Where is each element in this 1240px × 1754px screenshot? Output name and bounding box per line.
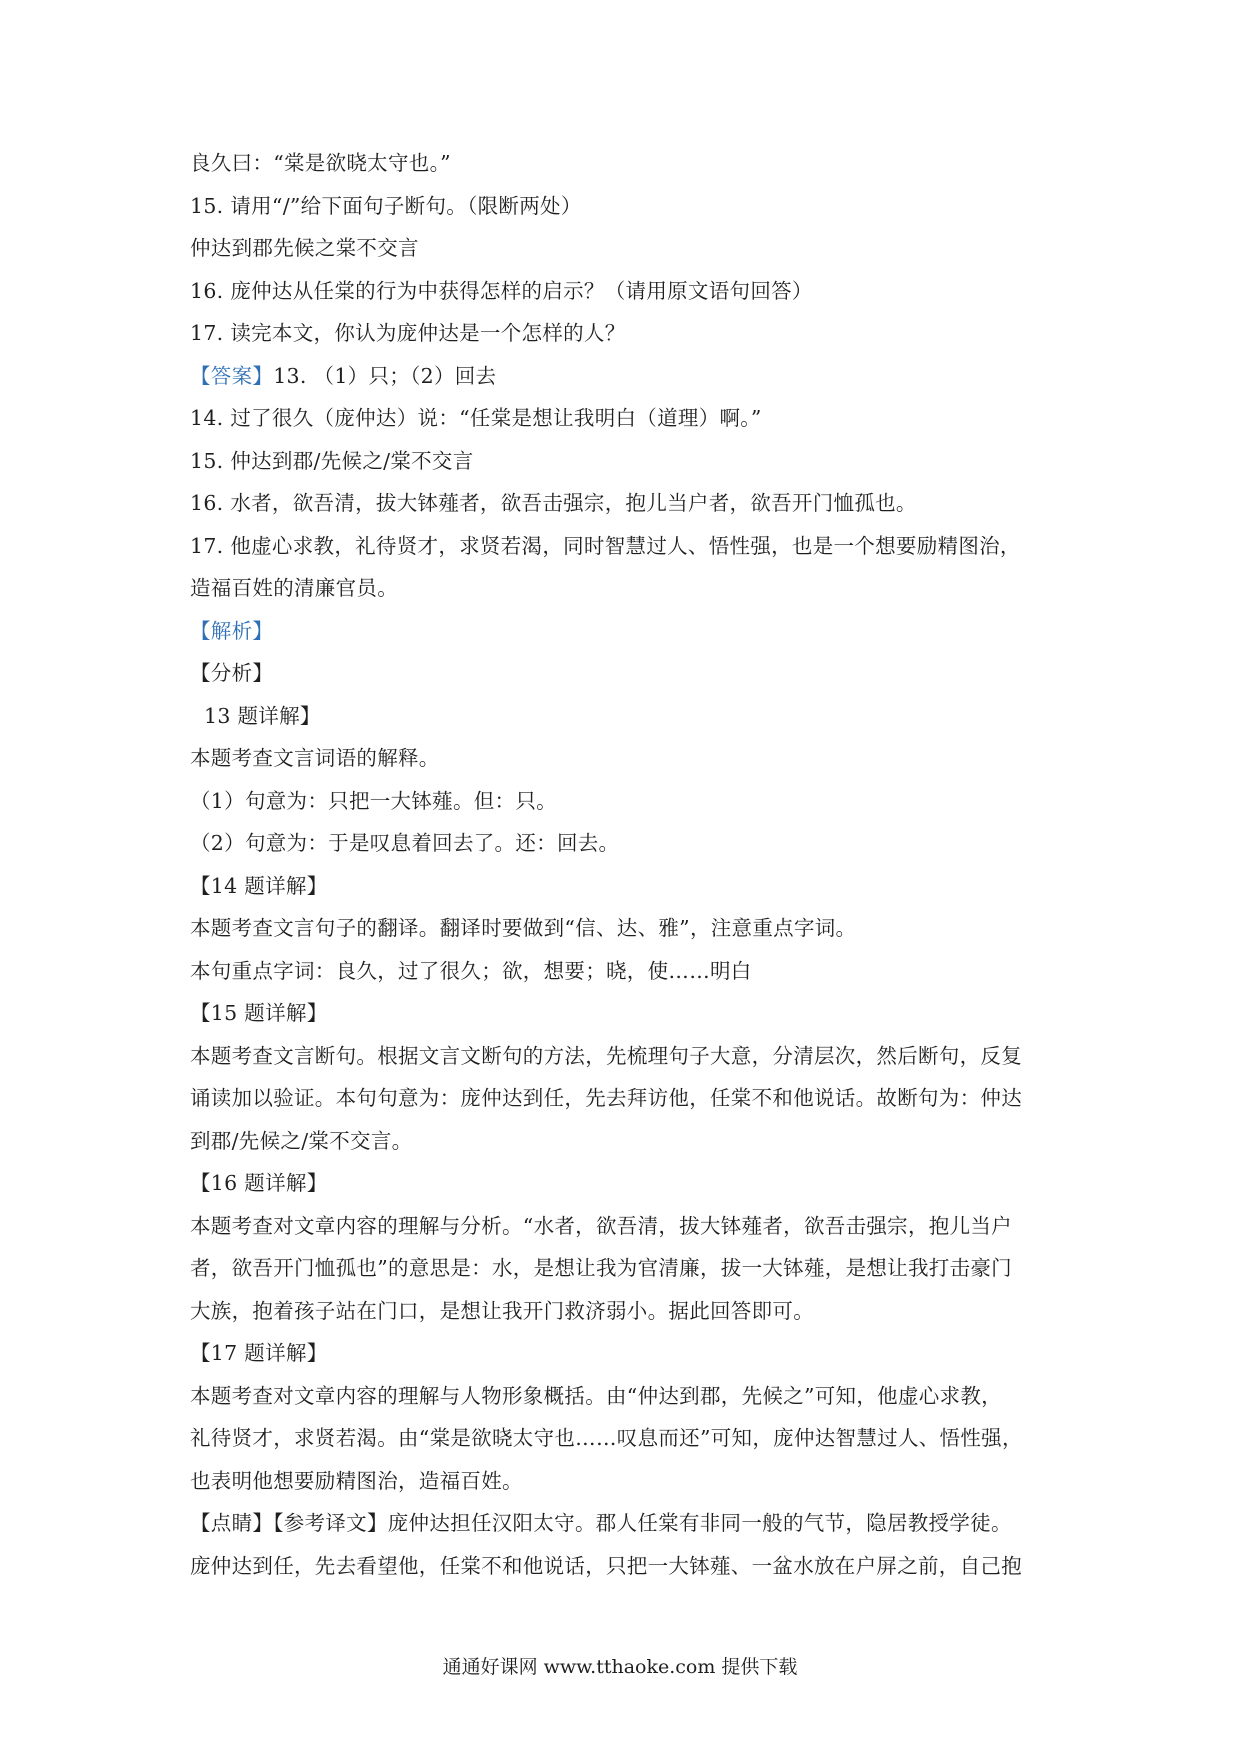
translation-line: 庞仲达到任，先去看望他，任棠不和他说话，只把一大钵薤、一盆水放在户屏之前，自己抱 [190, 1553, 1022, 1578]
answer-line [190, 355, 1070, 398]
text-line: 造福百姓的清廉官员。 [190, 576, 398, 600]
section-heading: 【17 题详解】 [190, 1341, 328, 1365]
text-line: 仲达到郡先候之棠不交言 [190, 236, 419, 260]
text-line: （1）句意为：只把一大钵薤。但：只。 [190, 788, 557, 813]
section-heading: 【16 题详解】 [190, 1171, 328, 1195]
answer-17: 17. 他虚心求教，礼待贤才，求贤若渴，同时智慧过人、悟性强，也是一个想要励精图治， [190, 533, 1021, 558]
answer-tag: 【答案】 [190, 363, 274, 388]
text-line: 到郡/先候之/棠不交言。 [190, 1128, 413, 1153]
answer-16: 16. 水者，欲吾清，拔大钵薤者，欲吾击强宗，抱儿当户者，欲吾开门恤孤也。 [190, 491, 917, 515]
text-line: （2）句意为：于是叹息着回去了。还：回去。 [190, 831, 620, 855]
text-line: 本题考查对文章内容的理解与人物形象概括。由“仲达到郡，先候之”可知，他虚心求教， [190, 1383, 1002, 1408]
answer-13: 13. （1）只；（2）回去 [273, 363, 497, 388]
document-body [190, 142, 1070, 1587]
section-heading: 13 题详解】 [204, 703, 321, 728]
analysis-line [190, 610, 1070, 653]
text-line: 本题考查文言断句。根据文言文断句的方法，先梳理句子大意，分清层次，然后断句，反复 [190, 1043, 1022, 1068]
analysis-tag: 【解析】 [190, 618, 274, 643]
section-heading: 【分析】 [190, 661, 274, 685]
text-line: 诵读加以验证。本句句意为：庞仲达到任，先去拜访他，任棠不和他说话。故断句为：仲达 [190, 1086, 1022, 1110]
text-line: 本句重点字词：良久，过了很久；欲，想要；晓，使……明白 [190, 958, 752, 983]
question-17: 17. 读完本文，你认为庞仲达是一个怎样的人？ [190, 321, 626, 345]
page-footer: 通通好课网 www.tthaoke.com 提供下载 [442, 1656, 798, 1678]
text-line: 大族，抱着孩子站在门口，是想让我开门救济弱小。据此回答即可。 [190, 1298, 814, 1323]
answer-14: 14. 过了很久（庞仲达）说：“任棠是想让我明白（道理）啊。” [190, 406, 762, 430]
answer-15: 15. 仲达到郡/先候之/棠不交言 [190, 448, 474, 473]
text-line: 本题考查对文章内容的理解与分析。“水者，欲吾清，拔大钵薤者，欲吾击强宗，抱儿当户 [190, 1213, 1012, 1238]
text-line: 也表明他想要励精图治，造福百姓。 [190, 1468, 523, 1493]
section-heading: 【15 题详解】 [190, 1001, 328, 1025]
text-line: 本题考查文言句子的翻译。翻译时要做到“信、达、雅”，注意重点字词。 [190, 916, 857, 940]
translation-line: 【点睛】【参考译文】庞仲达担任汉阳太守。郡人任棠有非同一般的气节，隐居教授学徒。 [190, 1511, 1012, 1535]
text-line: 良久曰：“棠是欲晓太守也。” [190, 151, 451, 175]
question-15: 15. 请用“/”给下面句子断句。（限断两处） [190, 193, 582, 218]
text-line: 者，欲吾开门恤孤也”的意思是：水，是想让我为官清廉，拔一大钵薤，是想让我打击豪门 [190, 1256, 1012, 1280]
text-line: 礼待贤才，求贤若渴。由“棠是欲晓太守也……叹息而还”可知，庞仲达智慧过人、悟性强， [190, 1426, 1023, 1450]
text-line: 本题考查文言词语的解释。 [190, 746, 440, 770]
question-16: 16. 庞仲达从任棠的行为中获得怎样的启示？（请用原文语句回答） [190, 278, 813, 303]
section-heading: 【14 题详解】 [190, 873, 328, 898]
